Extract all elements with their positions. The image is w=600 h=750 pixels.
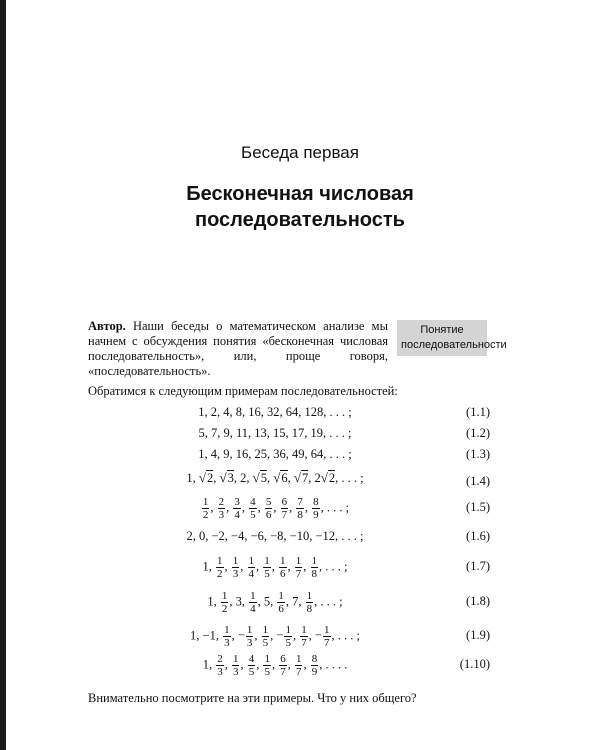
sequence-term: $\frac{2}{3}$ — [217, 653, 223, 678]
sequence-term: 1 — [202, 559, 209, 574]
sequence-term: $\frac{1}{4}$ — [248, 555, 254, 580]
sequence-term: $\frac{1}{7}$ — [295, 555, 302, 580]
sequence-term: . . . ; — [341, 471, 364, 485]
sequence-term: . . . . — [325, 657, 348, 672]
sequence-term: $\frac{1}{5}$ — [264, 555, 270, 580]
sequence-formula: $\frac{1}{2}$ , $\frac{2}{3}$ , $\frac{3}{4}$ , $\frac{4}{5}$ , $\frac{5}{6}$ , $\frac{6}{7}$ , $\frac{7}{8}$ , $\frac{8}{9}$ , . . . ; — [202, 496, 350, 521]
sequence-term: √5 — [252, 470, 267, 485]
sequence-formula: 5, 7, 9, 11, 13, 15, 17, 19, . . . ; — [198, 426, 352, 440]
sequence-term: 2 — [240, 471, 247, 485]
sequence-term: $\frac{1}{6}$ — [280, 555, 286, 580]
margin-note: Понятие последовательности — [397, 320, 487, 356]
sequence-term: − $\frac{1}{5}$ — [276, 624, 291, 649]
sequence-term: $\frac{8}{9}$ — [313, 496, 319, 521]
intro-paragraph — [88, 319, 388, 379]
sequence-term: . . . ; — [325, 559, 348, 574]
sequence-term: $\frac{7}{8}$ — [297, 496, 303, 521]
sequence-term: − $\frac{1}{3}$ — [237, 624, 253, 649]
sequence-formula: 1, −1, $\frac{1}{3}$ , − $\frac{1}{3}$ , $\frac{1}{5}$ , − $\frac{1}{5}$ , $\frac{1}{7}$ , − $\frac{1}{7}$ , . . . ; — [190, 624, 360, 649]
sequence-term: $\frac{1}{4}$ — [250, 590, 256, 615]
sequence-formula: 1, $\frac{1}{2}$ , 3, $\frac{1}{4}$ , 5, $\frac{1}{6}$ , 7, $\frac{1}{8}$ , . . . ; — [207, 590, 343, 615]
intro-text: Наши беседы о математическом анализе мы начнем с обсуждения понятия «бесконечная числовая последовательность», или, проще говоря, «последовательность». — [88, 319, 388, 378]
equation-number: (1.8) — [466, 594, 490, 608]
sequence-term: $\frac{1}{8}$ — [306, 590, 313, 615]
sequence-term: $\frac{3}{4}$ — [234, 496, 240, 521]
sequence-term: . . . ; — [320, 594, 343, 609]
sequence-term: $\frac{1}{7}$ — [295, 653, 302, 678]
sequence-term: 1 — [207, 594, 214, 609]
sequence-term: $\frac{6}{7}$ — [281, 496, 288, 521]
sequence-term: $\frac{1}{5}$ — [262, 624, 269, 649]
equation-number: (1.7) — [466, 559, 490, 573]
sequence-term: −1 — [202, 628, 216, 643]
examples-intro: Обратимся к следующим примерам последовательностей: — [88, 384, 398, 398]
sequence-term: √7 — [293, 470, 309, 485]
equation-number: (1.9) — [466, 628, 490, 642]
sequence-term: √6 — [273, 470, 288, 485]
sequence-term: . . . ; — [337, 628, 360, 643]
equation-number: (1.6) — [466, 529, 490, 543]
sequence-term: $\frac{1}{6}$ — [278, 590, 284, 615]
speaker-label: Автор. — [88, 319, 126, 333]
sequence-term: $\frac{1}{5}$ — [264, 653, 270, 678]
sequence-term: $\frac{1}{2}$ — [202, 496, 209, 521]
sequence-term: √3 — [219, 470, 234, 485]
sequence-term: $\frac{8}{9}$ — [311, 653, 318, 678]
equation-number: (1.3) — [466, 447, 490, 461]
page-edge — [0, 0, 6, 750]
sequence-formula: 1, $\frac{2}{3}$ , $\frac{1}{3}$ , $\frac{4}{5}$ , $\frac{1}{5}$ , $\frac{6}{7}$ , $\frac{1}{7}$ , $\frac{8}{9}$ , . . . . — [202, 653, 348, 678]
sequence-term: $\frac{1}{8}$ — [311, 555, 317, 580]
sequence-term: . . . ; — [326, 500, 350, 515]
title-line-1: Бесконечная числовая — [186, 183, 414, 205]
sequence-term: $\frac{1}{3}$ — [232, 555, 239, 580]
sequence-term: 5 — [263, 594, 271, 609]
sequence-term: − $\frac{1}{7}$ — [314, 624, 330, 649]
chapter-title — [0, 181, 600, 233]
sequence-term: $\frac{1}{3}$ — [224, 624, 230, 649]
sequence-term: 1 — [186, 471, 193, 485]
sequence-term: $\frac{1}{3}$ — [232, 653, 239, 678]
equation-number: (1.4) — [466, 474, 490, 488]
equation-number: (1.5) — [466, 500, 490, 514]
sequence-term: √2 — [198, 470, 214, 485]
closing-question: Внимательно посмотрите на эти примеры. Что у них общего? — [88, 691, 417, 705]
sequence-term: $\frac{1}{2}$ — [217, 555, 223, 580]
sequence-term: $\frac{1}{7}$ — [301, 624, 307, 649]
equation-number: (1.10) — [459, 657, 490, 671]
sequence-term: 2√2 — [314, 470, 336, 485]
sequence-term: $\frac{6}{7}$ — [280, 653, 286, 678]
sequence-formula: 2, 0, −2, −4, −6, −8, −10, −12, . . . ; — [186, 529, 364, 543]
sequence-formula: 1, $\frac{1}{2}$ , $\frac{1}{3}$ , $\frac{1}{4}$ , $\frac{1}{5}$ , $\frac{1}{6}$ , $\frac{1}{7}$ , $\frac{1}{8}$ , . . . ; — [202, 555, 348, 580]
sequence-formula: 1, √2, √3, 2, √5, √6, √7, 2√2, . . . ; — [186, 470, 364, 485]
sequence-term: 1 — [202, 657, 209, 672]
sequence-term: $\frac{4}{5}$ — [248, 653, 255, 678]
sequence-formula: 1, 2, 4, 8, 16, 32, 64, 128, . . . ; — [198, 405, 352, 419]
sequence-term: 7 — [292, 594, 299, 609]
equation-number: (1.1) — [466, 405, 490, 419]
sequence-term: $\frac{5}{6}$ — [265, 496, 272, 521]
equation-number: (1.2) — [466, 426, 490, 440]
sequence-term: $\frac{1}{2}$ — [221, 590, 228, 615]
title-line-2: последовательность — [195, 209, 405, 231]
sequence-term: $\frac{4}{5}$ — [250, 496, 256, 521]
sequence-term: 1 — [190, 628, 197, 643]
sequence-formula: 1, 4, 9, 16, 25, 36, 49, 64, . . . ; — [198, 447, 352, 461]
sequence-term: 3 — [235, 594, 242, 609]
chapter-label: Беседа первая — [241, 143, 359, 162]
sequence-term: $\frac{2}{3}$ — [218, 496, 225, 521]
